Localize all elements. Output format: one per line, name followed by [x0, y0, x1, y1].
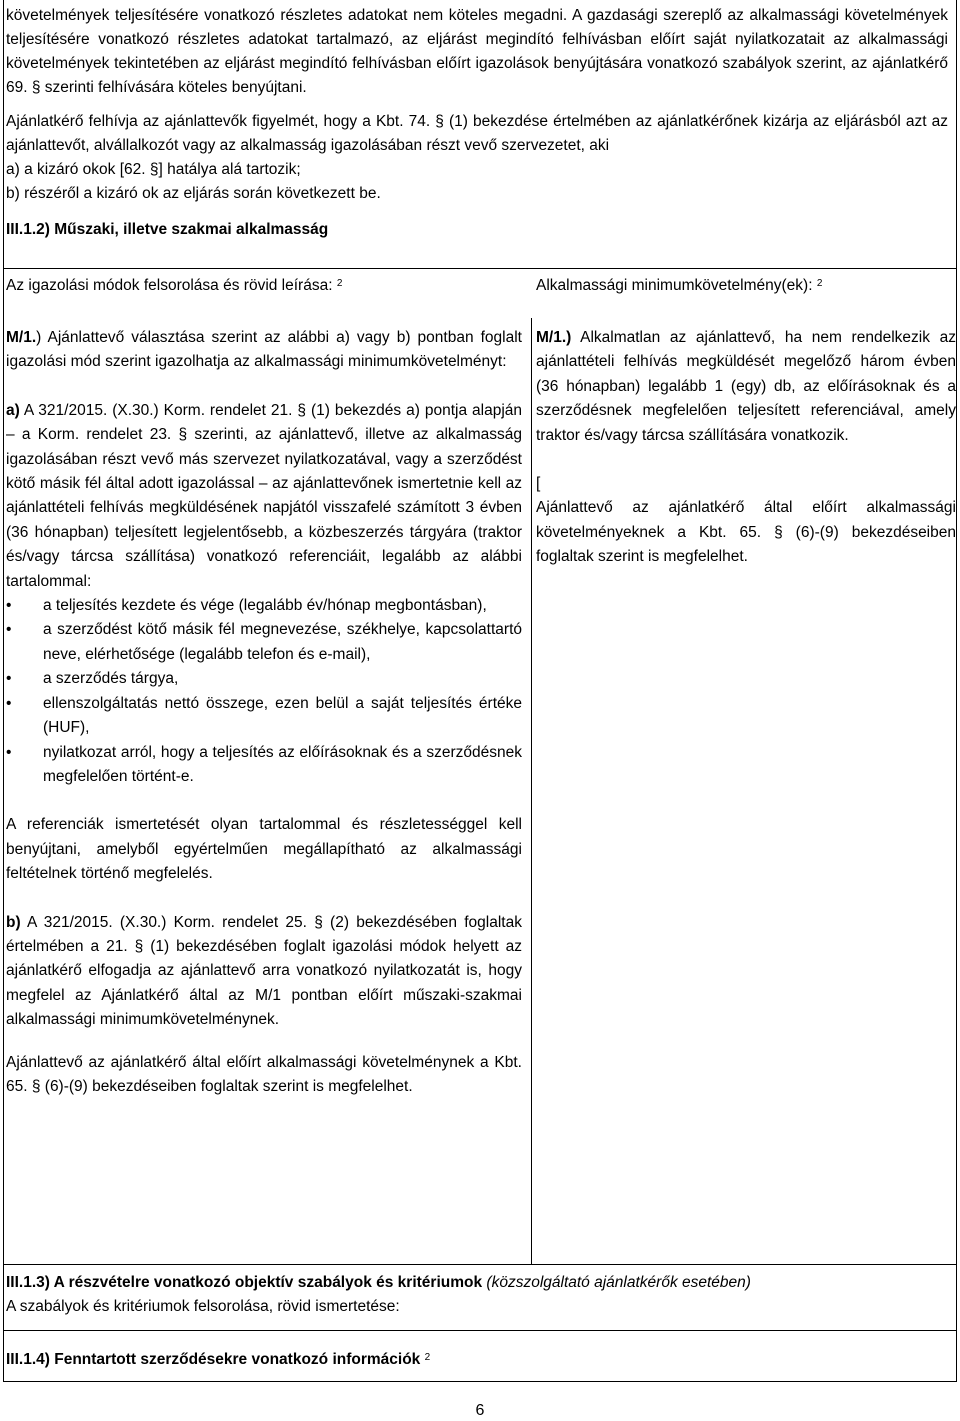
- left-option-a: [6, 399, 522, 594]
- list-item: • a szerződést kötő másik fél megnevezése, székhelye, kapcsolattartó neve, elérhetősége (legalább telefon és e-mail),: [6, 618, 522, 667]
- left-b-text: A 321/2015. (X.30.) Korm. rendelet 25. § (2) bekezdésében foglaltak értelmében a 21. § (1) bekezdésében foglalt igazolási módok helyett az ajánlatkérő elfogadja az ajánlattevő arra vonatkozó nyilatkozatát is, hogy megfelel az Ajánlatkérő által az M/1 pontban előírt műszaki-szakmai alkalmassági minimumkövetelménynek.: [6, 913, 522, 1029]
- section-313-text: A szabályok és kritériumok felsorolása, rövid ismertetése:: [6, 1298, 400, 1315]
- left-closing: Ajánlattevő az ajánlatkérő által előírt alkalmassági követelménynek a Kbt. 65. § (6)-(9) bekezdéseiben foglaltak szerint is megfelelhet.: [6, 1053, 522, 1095]
- right-m1: [536, 326, 956, 448]
- section-title-iii-1-4: III.1.4) Fenntartott szerződésekre vonatkozó információk: [6, 1351, 421, 1368]
- intro-block: [6, 4, 948, 242]
- reference-content-list: [6, 594, 522, 789]
- right-bracket: [: [536, 475, 541, 493]
- left-a-text: A 321/2015. (X.30.) Korm. rendelet 21. § (1) bekezdés a) pontja alapján – a Korm. rendelet 23. § szerinti, az ajánlattevő, illetve az alkalmasság igazolásában részt vevő más szervezet nyilatkozatával, vagy a szerződést kötő másik fél által adott igazolással – az ajánlattevőnek ismertetnie kell az ajánlattételi felhívás megküldésének napjától visszafelé számított 3 évben (36 hónapban) teljesített legjelentősebb, a közbeszerzés tárgyára (traktor és/vagy tárcsa szállítása) vonatkozó referenciáit, legalább az alábbi tartalommal:: [6, 401, 522, 590]
- list-item: • a szerződés tárgya,: [6, 667, 522, 691]
- section-313-title: III.1.3) A részvételre vonatkozó objektív szabályok és kritériumok: [6, 1274, 483, 1291]
- right-column-header: [536, 274, 957, 298]
- left-m1-lead: M/1.: [6, 329, 37, 346]
- left-column-header: [6, 274, 522, 298]
- right-closing: Ajánlattevő az ajánlatkérő által előírt alkalmassági követelményeknek a Kbt. 65. § (6)-(9) bekezdéseiben foglaltak szerint is megfelelhet.: [536, 499, 956, 566]
- section-iii-1-3: [6, 1271, 948, 1319]
- left-b-lead: b): [6, 913, 21, 931]
- intro-item-b: b) részéről a kizáró ok az eljárás során következett be.: [6, 185, 381, 202]
- section-divider: [3, 1330, 957, 1331]
- section-314-sup: 2: [424, 1352, 431, 1363]
- table-top-border: [3, 268, 957, 269]
- intro-item-a: a) a kizáró okok [62. §] hatálya alá tartozik;: [6, 161, 301, 178]
- right-header-text: Alkalmassági minimumkövetelmény(ek):: [536, 277, 813, 294]
- left-header-sup: 2: [336, 278, 343, 289]
- page-number: 6: [475, 1402, 485, 1419]
- section-title-iii-1-2: III.1.2) Műszaki, illetve szakmai alkalmasság: [6, 221, 329, 238]
- section-313-note: (közszolgáltató ajánlatkérők esetében): [486, 1274, 751, 1291]
- right-m1-lead: M/1.): [536, 329, 572, 346]
- left-m1-text: ) Ajánlattevő választása szerint az alábbi a) vagy b) pontban foglalt igazolási mód szerint igazolhatja az alkalmassági minimumkövetelményt:: [6, 329, 522, 371]
- left-column-body: [6, 326, 522, 1099]
- section-title-iii-1-3: [6, 1271, 948, 1295]
- left-reference-note: A referenciák ismertetését olyan tartalommal és részletességgel kell benyújtani, amelyből egyértelműen megállapítható az alkalmassági feltételnek történő megfelelés.: [6, 816, 522, 883]
- list-item: • nyilatkozat arról, hogy a teljesítés az előírásoknak és a szerződésnek megfelelően történt-e.: [6, 741, 522, 790]
- left-m1: [6, 326, 522, 375]
- intro-paragraph-2: Ajánlatkérő felhívja az ajánlattevők figyelmét, hogy a Kbt. 74. § (1) bekezdése értelmében az ajánlatkérőnek kizárja az eljárásból azt az ajánlattevőt, alvállalkozót vagy az alkalmasság igazolásában részt vevő szervezetet, aki: [6, 113, 948, 154]
- right-m1-text: Alkalmatlan az ajánlattevő, ha nem rendelkezik az ajánlattételi felhívás megküldését megelőző három évben (36 hónapban) legalább 1 (egy) db, az előírásoknak és a szerződésnek megfelelően teljesített referenciával, amely traktor és/vagy tárcsa szállítására vonatkozik.: [536, 329, 956, 444]
- section-iii-1-4: [6, 1348, 948, 1372]
- list-item: • ellenszolgáltatás nettó összege, ezen belül a saját teljesítés értéke (HUF),: [6, 692, 522, 741]
- list-item: • a teljesítés kezdete és vége (legalább év/hónap megbontásban),: [6, 594, 522, 618]
- intro-paragraph-1: követelmények teljesítésére vonatkozó részletes adatokat nem köteles megadni. A gazdasági szereplő az alkalmassági követelmények teljesítésére vonatkozó részletes adatokat tartalmazó, az eljárást megindító felhívásban előírt saját nyilatkozatait az alkalmassági követelmények tekintetében az eljárást megindító felhívásban előírt igazolások benyújtására vonatkozó szabályok szerint, az ajánlatkérő 69. § szerinti felhívására köteles benyújtani.: [6, 7, 948, 96]
- left-header-text: Az igazolási módok felsorolása és rövid leírása:: [6, 277, 333, 294]
- column-divider: [531, 318, 532, 1264]
- left-a-lead: a): [6, 401, 20, 419]
- right-header-sup: 2: [816, 278, 823, 289]
- left-option-b: [6, 911, 522, 1033]
- right-column-body: [536, 326, 956, 570]
- table-bottom-border: [3, 1264, 957, 1265]
